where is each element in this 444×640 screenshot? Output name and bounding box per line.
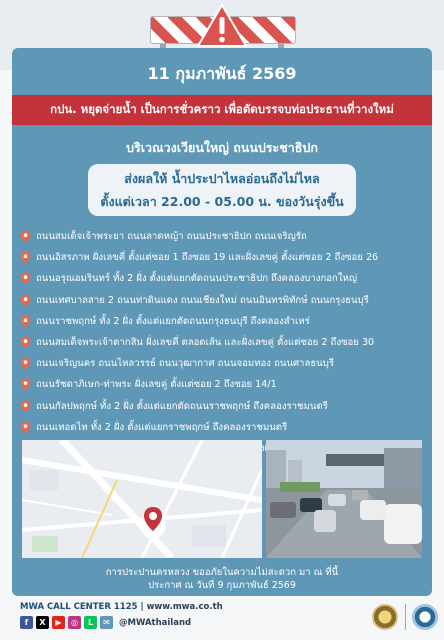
announcement-date: 11 กุมภาพันธ์ 2569 [147,64,297,83]
contact-separator: | [140,602,144,612]
notice-area: บริเวณวงเวียนใหญ่ ถนนประชาธิปก [126,140,318,155]
email-icon[interactable]: ✉ [100,616,113,629]
map-pin-icon [20,357,31,370]
road-description: ถนนราชพฤกษ์ ทั้ง 2 ฝั่ง ตั้งแต่แยกตัดถนนกรุงธนบุรี ถึงคลองสำเหร่ [36,315,310,327]
facebook-icon[interactable]: f [20,616,33,629]
government-seal-logo [372,604,398,630]
call-center: MWA CALL CENTER 1125 [20,602,138,612]
map-pin-icon [20,294,31,307]
road-description: ถนนเจริญนคร ถนนไหลวรรธ์ ถนนวุฒากาศ ถนนจอมทอง ถนนศาลธนบุรี [36,358,334,370]
road-description: ถนนรัชดาภิเษก-ท่าพระ ฝั่งเลขคู่ ตั้งแต่ซอย 2 ถึงซอย 14/1 [36,379,277,391]
instagram-icon[interactable]: ◎ [68,616,81,629]
map-pin-icon [20,400,31,413]
social-handle: @MWAthailand [119,617,192,628]
website-link[interactable]: www.mwa.co.th [146,602,223,612]
road-list-item [20,417,432,438]
road-description: ถนนเทอดไท ทั้ง 2 ฝั่ง ตั้งแต่แยกราชพฤกษ์ ถึงคลองราชมนตรี [36,421,288,433]
mwa-logo [412,604,438,630]
apology-text: การประปานครหลวง ขออภัยในความไม่สะดวก มา ณ ที่นี้ [105,567,339,578]
effect-line-1: ส่งผลให้ น้ำประปาไหลอ่อนถึงไม่ไหล [124,170,320,186]
road-description: ถนนสมเด็จพระเจ้าตากสิน ฝั่งเลขคี่ ตลอดเส้น และฝั่งเลขคู่ ตั้งแต่ซอย 2 ถึงซอย 30 [36,337,375,349]
road-list-item [20,268,432,289]
road-description: ถนนกัลปพฤกษ์ ทั้ง 2 ฝั่ง ตั้งแต่แยกตัดถนนราชพฤกษ์ ถึงคลองราชมนตรี [36,400,328,412]
road-list-item [20,332,432,353]
x-icon[interactable]: X [36,616,49,629]
road-list-item [20,247,432,268]
road-list-item [20,396,432,417]
map-location-marker-icon [143,506,163,532]
map-pin-icon [20,315,31,328]
location-map [22,440,262,558]
road-list-item [20,311,432,332]
line-icon[interactable]: L [84,616,97,629]
footer-note [12,566,432,592]
road-list-item [20,226,432,247]
road-description: ถนนอรุณอมรินทร์ ทั้ง 2 ฝั่ง ตั้งแต่แยกตัดถนนประชาธิปก ถึงคลองบางกอกใหญ่ [36,273,358,285]
road-list-item [20,374,432,395]
notice-title: กปน. หยุดจ่ายน้ำ เป็นการชั่วคราว เพื่อตัดบรรจบท่อประธานที่วางใหม่ [50,102,394,116]
map-drawing [22,440,262,558]
road-description: ถนนเทศบาลสาย 2 ถนนท่าดินแดง ถนนเชียงใหม่ ถนนอินทรพิทักษ์ ถนนกรุงธนบุรี [36,294,369,306]
map-pin-icon [20,230,31,243]
contact-line [20,602,223,612]
effect-box [88,164,356,216]
social-links [20,616,191,629]
warning-triangle-icon [196,2,248,48]
street-photo [266,440,422,558]
youtube-icon[interactable]: ▶ [52,616,65,629]
map-pin-icon [20,336,31,349]
map-pin-icon [20,378,31,391]
road-description: ถนนสมเด็จเจ้าพระยา ถนนลาดหญ้า ถนนประชาธิปก ถนนเจริญรัถ [36,231,307,243]
notice-title-banner [12,95,432,125]
affected-roads-list [20,226,432,459]
map-pin-icon [20,251,31,264]
road-description: ถนนอิสรภาพ ฝั่งเลขคี่ ตั้งแต่ซอย 1 ถึงซอย 19 และฝั่งเลขคู่ ตั้งแต่ซอย 2 ถึงซอย 26 [36,252,379,264]
announcement-issued-date: ประกาศ ณ วันที่ 9 กุมภาพันธ์ 2569 [148,580,296,591]
road-list-item [20,290,432,311]
logo-divider [405,604,406,630]
road-list-item [20,353,432,374]
street-photo-drawing [266,440,422,558]
map-pin-icon [20,272,31,285]
effect-line-2: ตั้งแต่เวลา 22.00 - 05.00 น. ของวันรุ่งขึ้น [100,193,344,209]
map-pin-icon [20,421,31,434]
